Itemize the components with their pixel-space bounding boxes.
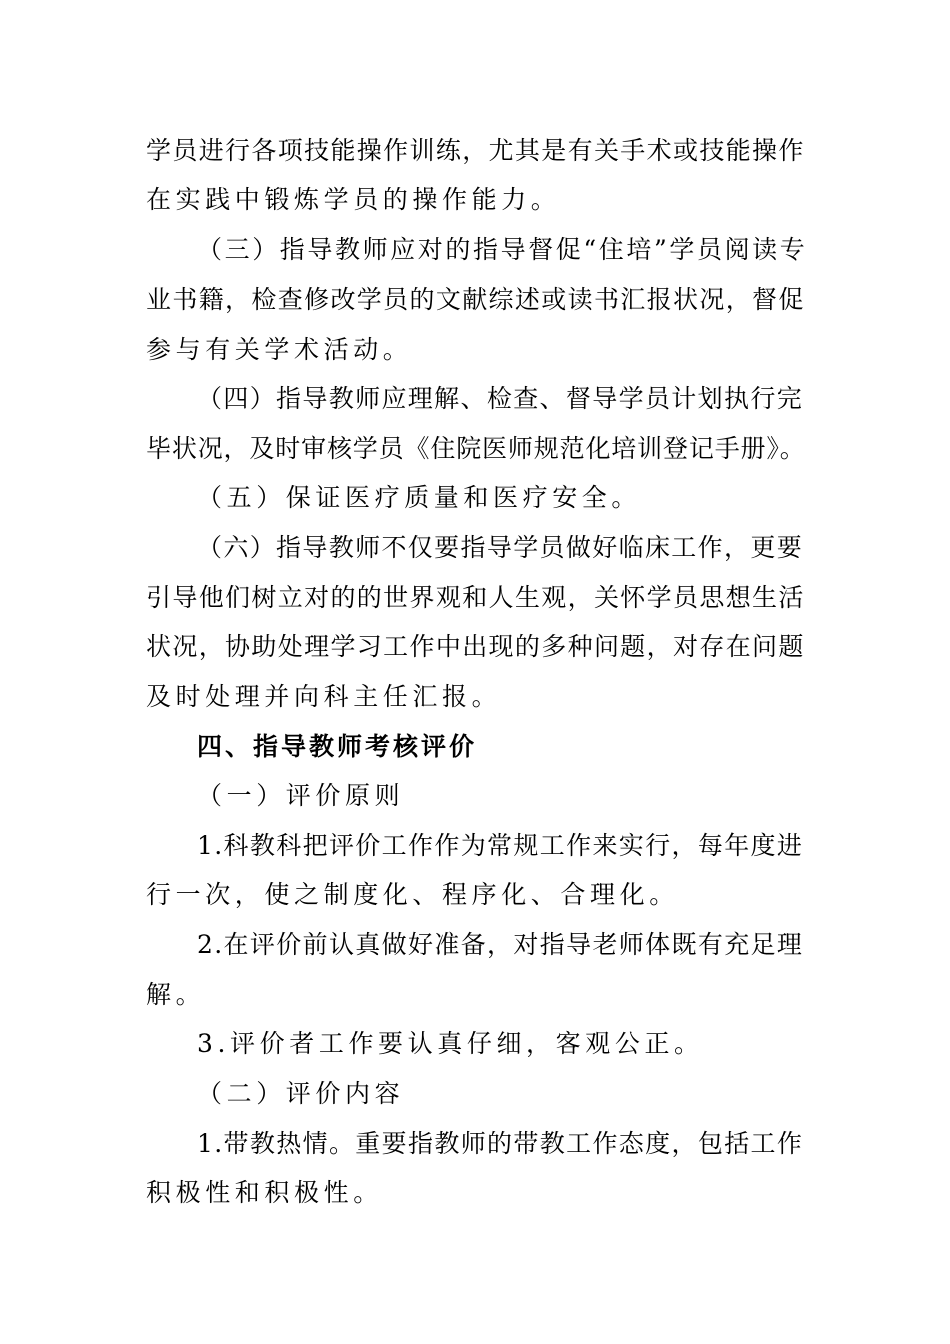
paragraph-line: 解。 <box>146 980 206 1009</box>
paragraph-line: （五）保证医疗质量和医疗安全。 <box>197 483 642 512</box>
paragraph-line: 毕状况，及时审核学员《住院医师规范化培训登记手册》。 <box>146 434 806 463</box>
paragraph-line: 状况，协助处理学习工作中出现的多种问题，对存在问题 <box>146 632 805 661</box>
paragraph-line: 2.在评价前认真做好准备，对指导老师体既有充足理 <box>197 930 804 959</box>
paragraph-line: （四）指导教师应理解、检查、督导学员计划执行完 <box>197 384 804 413</box>
paragraph-line: 1.带教热情。重要指教师的带教工作态度，包括工作 <box>197 1129 804 1158</box>
paragraph-line: 参与有关学术活动。 <box>146 335 413 364</box>
paragraph-line: 在实践中锻炼学员的操作能力。 <box>146 185 561 214</box>
subsection-heading: （一）评价原则 <box>197 781 405 810</box>
paragraph-line: 引导他们树立对的的世界观和人生观，关怀学员思想生活 <box>146 583 805 612</box>
paragraph-line: 积极性和积极性。 <box>146 1178 383 1207</box>
paragraph-line: 业书籍，检查修改学员的文献综述或读书汇报状况，督促 <box>146 285 805 314</box>
paragraph-line: 3.评价者工作要认真仔细，客观公正。 <box>197 1029 704 1058</box>
section-heading: 四、指导教师考核评价 <box>197 732 478 761</box>
subsection-heading: （二）评价内容 <box>197 1079 405 1108</box>
paragraph-line: （六）指导教师不仅要指导学员做好临床工作，更要 <box>197 533 804 562</box>
paragraph-line: 行一次，使之制度化、程序化、合理化。 <box>146 880 679 909</box>
paragraph-line: （三）指导教师应对的指导督促“住培”学员阅读专 <box>197 235 808 264</box>
paragraph-line: 及时处理并向科主任汇报。 <box>146 682 502 711</box>
paragraph-line: 1.科教科把评价工作作为常规工作来实行，每年度进 <box>197 831 804 860</box>
paragraph-line: 学员进行各项技能操作训练，尤其是有关手术或技能操作 <box>146 136 805 165</box>
